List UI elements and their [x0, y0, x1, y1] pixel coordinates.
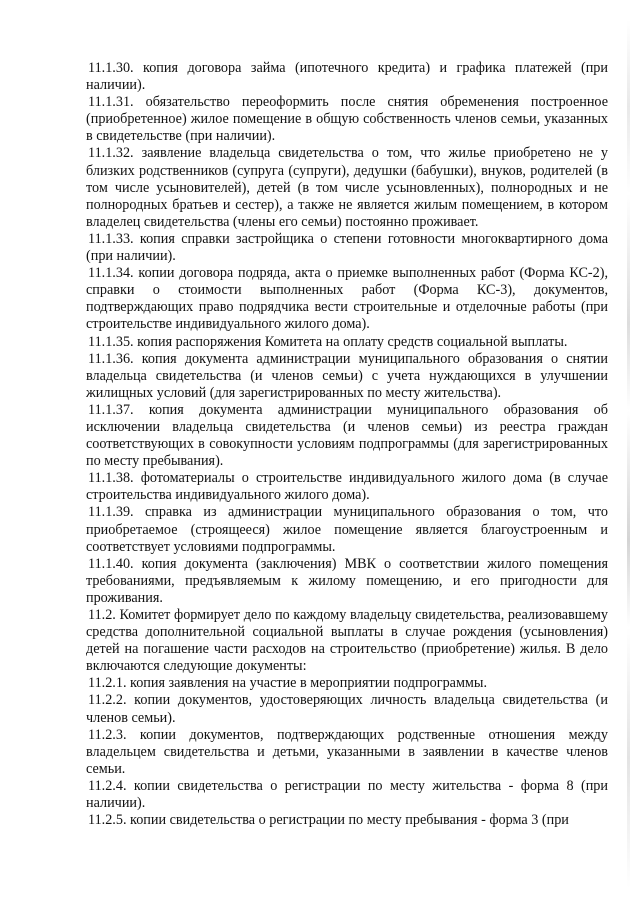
scan-edge-shadow: [627, 20, 630, 888]
paragraph-11-2-3: 11.2.3. копии документов, подтверждающих родственные отношения между владельцем свидетельства и детьми, указанными в заявлении в качестве членов семьи.: [86, 726, 608, 777]
document-body: [86, 60, 608, 829]
paragraph-11-1-36: 11.1.36. копия документа администрации муниципального образования о снятии владельца свидетельства (и членов семьи) с учета нуждающихся в улучшении жилищных условий (для зарегистрированных по месту жительства).: [86, 350, 608, 401]
paragraph-11-1-35: 11.1.35. копия распоряжения Комитета на оплату средств социальной выплаты.: [88, 333, 568, 350]
paragraph-11-1-40: 11.1.40. копия документа (заключения) МВК о соответствии жилого помещения требованиями, предъявляемым к жилому помещению, и его пригодности для проживания.: [86, 555, 608, 606]
paragraph-11-1-33: 11.1.33. копия справки застройщика о степени готовности многоквартирного дома (при наличии).: [86, 230, 608, 265]
paragraph-11-1-39: 11.1.39. справка из администрации муниципального образования о том, что приобретаемое (строящееся) жилое помещение является благоустроенным и соответствует условиями подпрограммы.: [86, 504, 608, 555]
paragraph-11-2-4: 11.2.4. копии свидетельства о регистрации по месту жительства - форма 8 (при наличии).: [86, 777, 608, 812]
paragraph-11-1-37: 11.1.37. копия документа администрации муниципального образования об исключении владельца свидетельства (и членов семьи) из реестра граждан соответствующих в совокупности условиям подпрограммы (для зарегистрированных по месту пребывания).: [86, 401, 608, 470]
paragraph-11-2-5: 11.2.5. копии свидетельства о регистрации по месту пребывания - форма 3 (при: [88, 812, 569, 829]
paragraph-11-1-31: 11.1.31. обязательство переоформить после снятия обременения построенное (приобретенное) жилое помещение в общую собственность членов семьи, указанных в свидетельстве (при наличии).: [86, 94, 608, 145]
paragraph-11-1-30: 11.1.30. копия договора займа (ипотечного кредита) и графика платежей (при наличии).: [86, 60, 608, 94]
paragraph-11-2: 11.2. Комитет формирует дело по каждому владельцу свидетельства, реализовавшему средства дополнительной социальной выплаты в случае рождения (усыновления) детей на погашение части расходов на строительство (приобретение) жилья. В дело включаются следующие документы:: [86, 607, 608, 675]
paragraph-11-1-32: 11.1.32. заявление владельца свидетельства о том, что жилье приобретено не у близких родственников (супруга (супруги), дедушки (бабушки), внуков, родителей (в том числе усыновителей), детей (в том числе усыновленных), полнородных и не полнородных братьев и сестер), а также не является жилым помещением, в котором владелец свидетельства (члены его семьи) постоянно проживает.: [86, 145, 608, 230]
paragraph-11-2-2: 11.2.2. копии документов, удостоверяющих личность владельца свидетельства (и членов семьи).: [86, 692, 608, 726]
paragraph-11-1-38: 11.1.38. фотоматериалы о строительстве индивидуального жилого дома (в случае строительства индивидуального жилого дома).: [86, 470, 608, 504]
paragraph-11-2-1: 11.2.1. копия заявления на участие в мероприятии подпрограммы.: [88, 675, 487, 692]
paragraph-11-1-34: 11.1.34. копии договора подряда, акта о приемке выполненных работ (Форма КС-2), справки о стоимости выполненных работ (Форма КС-3), документов, подтверждающих право подрядчика вести строительные и отделочные работы (при строительстве индивидуального жилого дома).: [86, 265, 608, 333]
